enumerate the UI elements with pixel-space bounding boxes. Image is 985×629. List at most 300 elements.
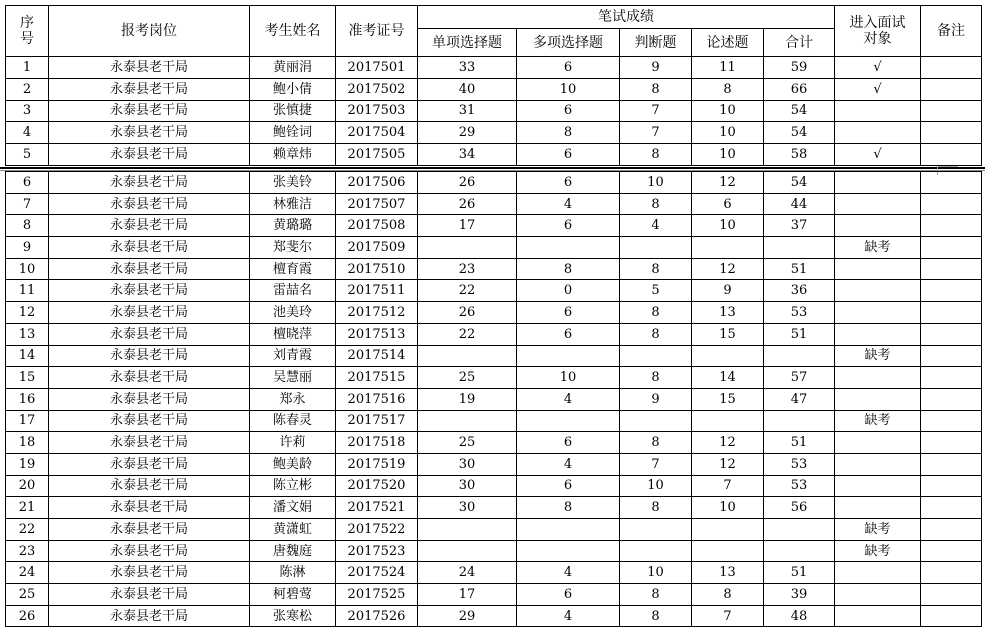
cell-name: 张美铃 bbox=[250, 172, 336, 194]
cell-note bbox=[921, 122, 982, 144]
cell-name: 郑永 bbox=[250, 388, 336, 410]
cell-single: 25 bbox=[418, 367, 517, 389]
cell-note bbox=[921, 410, 982, 432]
cell-multi: 6 bbox=[517, 475, 620, 497]
cell-essay: 12 bbox=[692, 172, 764, 194]
cell-single: 31 bbox=[418, 100, 517, 122]
cell-note bbox=[921, 258, 982, 280]
table-row bbox=[6, 519, 982, 541]
cell-single: 19 bbox=[418, 388, 517, 410]
cell-single: 30 bbox=[418, 497, 517, 519]
cell-essay: 8 bbox=[692, 78, 764, 100]
cell-essay: 12 bbox=[692, 258, 764, 280]
cell-judge: 8 bbox=[620, 302, 692, 324]
cell-name: 张慎捷 bbox=[250, 100, 336, 122]
cell-multi: 6 bbox=[517, 215, 620, 237]
cell-multi: 8 bbox=[517, 497, 620, 519]
cell-judge: 8 bbox=[620, 605, 692, 627]
cell-judge bbox=[620, 237, 692, 259]
cell-single bbox=[418, 410, 517, 432]
cell-post: 永泰县老干局 bbox=[49, 605, 250, 627]
table-row bbox=[6, 172, 982, 194]
cell-total: 47 bbox=[764, 388, 835, 410]
cell-judge: 7 bbox=[620, 122, 692, 144]
cell-interview bbox=[835, 122, 921, 144]
cell-ticket: 2017521 bbox=[336, 497, 418, 519]
cell-seq: 4 bbox=[6, 122, 49, 144]
cell-ticket: 2017524 bbox=[336, 562, 418, 584]
cell-post: 永泰县老干局 bbox=[49, 258, 250, 280]
cell-ticket: 2017511 bbox=[336, 280, 418, 302]
cell-seq: 8 bbox=[6, 215, 49, 237]
table-row bbox=[6, 605, 982, 627]
cell-total: 51 bbox=[764, 562, 835, 584]
cell-interview bbox=[835, 172, 921, 194]
cell-name: 赖章炜 bbox=[250, 144, 336, 166]
cell-single bbox=[418, 519, 517, 541]
cell-interview: √ bbox=[835, 144, 921, 166]
cell-post: 永泰县老干局 bbox=[49, 367, 250, 389]
cell-judge: 8 bbox=[620, 367, 692, 389]
cell-note bbox=[921, 302, 982, 324]
cell-essay: 13 bbox=[692, 302, 764, 324]
cell-multi: 4 bbox=[517, 453, 620, 475]
table-row bbox=[6, 237, 982, 259]
cell-post: 永泰县老干局 bbox=[49, 100, 250, 122]
cell-ticket: 2017522 bbox=[336, 519, 418, 541]
cell-note bbox=[921, 193, 982, 215]
cell-ticket: 2017512 bbox=[336, 302, 418, 324]
cell-note bbox=[921, 432, 982, 454]
table-row bbox=[6, 57, 982, 79]
cell-seq: 25 bbox=[6, 584, 49, 606]
cell-judge: 8 bbox=[620, 78, 692, 100]
cell-essay: 8 bbox=[692, 584, 764, 606]
cell-total: 44 bbox=[764, 193, 835, 215]
cell-judge: 10 bbox=[620, 562, 692, 584]
cell-judge: 10 bbox=[620, 172, 692, 194]
cell-seq: 18 bbox=[6, 432, 49, 454]
header-written: 笔试成绩 bbox=[418, 6, 835, 29]
cell-multi: 6 bbox=[517, 100, 620, 122]
cell-single: 29 bbox=[418, 122, 517, 144]
cell-total: 54 bbox=[764, 172, 835, 194]
cell-ticket: 2017525 bbox=[336, 584, 418, 606]
score-table-top bbox=[5, 5, 982, 166]
cell-name: 檀晓萍 bbox=[250, 323, 336, 345]
table-row bbox=[6, 584, 982, 606]
cell-seq: 7 bbox=[6, 193, 49, 215]
cell-essay bbox=[692, 519, 764, 541]
cell-interview: 缺考 bbox=[835, 345, 921, 367]
cell-single: 26 bbox=[418, 193, 517, 215]
table-row bbox=[6, 193, 982, 215]
cell-essay: 10 bbox=[692, 100, 764, 122]
table-row bbox=[6, 100, 982, 122]
cell-essay: 7 bbox=[692, 475, 764, 497]
cell-multi: 4 bbox=[517, 388, 620, 410]
table-row bbox=[6, 562, 982, 584]
cell-multi bbox=[517, 410, 620, 432]
cell-ticket: 2017513 bbox=[336, 323, 418, 345]
cell-essay bbox=[692, 410, 764, 432]
cell-total: 66 bbox=[764, 78, 835, 100]
cell-seq: 10 bbox=[6, 258, 49, 280]
cell-judge bbox=[620, 519, 692, 541]
cell-multi bbox=[517, 519, 620, 541]
cell-post: 永泰县老干局 bbox=[49, 519, 250, 541]
cell-essay: 10 bbox=[692, 497, 764, 519]
cell-ticket: 2017520 bbox=[336, 475, 418, 497]
cell-interview: 缺考 bbox=[835, 540, 921, 562]
cell-ticket: 2017501 bbox=[336, 57, 418, 79]
cell-total: 57 bbox=[764, 367, 835, 389]
cell-seq: 12 bbox=[6, 302, 49, 324]
cell-judge: 8 bbox=[620, 258, 692, 280]
cell-essay: 11 bbox=[692, 57, 764, 79]
cell-essay bbox=[692, 345, 764, 367]
cell-single bbox=[418, 540, 517, 562]
cell-essay: 10 bbox=[692, 122, 764, 144]
cell-ticket: 2017518 bbox=[336, 432, 418, 454]
cell-multi: 4 bbox=[517, 562, 620, 584]
cell-total: 56 bbox=[764, 497, 835, 519]
cell-single: 34 bbox=[418, 144, 517, 166]
cell-ticket: 2017504 bbox=[336, 122, 418, 144]
cell-interview: √ bbox=[835, 57, 921, 79]
cell-multi: 6 bbox=[517, 302, 620, 324]
cell-note bbox=[921, 475, 982, 497]
cell-note bbox=[921, 57, 982, 79]
table-row bbox=[6, 388, 982, 410]
cell-post: 永泰县老干局 bbox=[49, 215, 250, 237]
cell-total bbox=[764, 519, 835, 541]
cell-essay: 12 bbox=[692, 453, 764, 475]
cell-name: 黄璐璐 bbox=[250, 215, 336, 237]
cell-multi bbox=[517, 540, 620, 562]
cell-note bbox=[921, 345, 982, 367]
header-total: 合计 bbox=[764, 29, 835, 57]
cell-ticket: 2017514 bbox=[336, 345, 418, 367]
cell-post: 永泰县老干局 bbox=[49, 388, 250, 410]
table-row bbox=[6, 78, 982, 100]
cell-judge bbox=[620, 540, 692, 562]
cell-seq: 20 bbox=[6, 475, 49, 497]
cell-name: 檀育霞 bbox=[250, 258, 336, 280]
cell-interview bbox=[835, 302, 921, 324]
header-name: 考生姓名 bbox=[250, 6, 336, 57]
table-row bbox=[6, 302, 982, 324]
cell-seq: 1 bbox=[6, 57, 49, 79]
cell-seq: 24 bbox=[6, 562, 49, 584]
cell-interview bbox=[835, 258, 921, 280]
cell-multi: 8 bbox=[517, 122, 620, 144]
header-post: 报考岗位 bbox=[49, 6, 250, 57]
cell-essay: 10 bbox=[692, 215, 764, 237]
cell-total bbox=[764, 237, 835, 259]
cell-essay: 14 bbox=[692, 367, 764, 389]
cell-ticket: 2017517 bbox=[336, 410, 418, 432]
cell-note bbox=[921, 367, 982, 389]
cell-total: 51 bbox=[764, 258, 835, 280]
cell-multi: 10 bbox=[517, 78, 620, 100]
cell-interview bbox=[835, 323, 921, 345]
cell-multi: 6 bbox=[517, 172, 620, 194]
cell-post: 永泰县老干局 bbox=[49, 410, 250, 432]
cell-multi: 8 bbox=[517, 258, 620, 280]
cell-post: 永泰县老干局 bbox=[49, 453, 250, 475]
cell-name: 张寒松 bbox=[250, 605, 336, 627]
table-row bbox=[6, 144, 982, 166]
cell-note bbox=[921, 453, 982, 475]
cell-note bbox=[921, 144, 982, 166]
cell-post: 永泰县老干局 bbox=[49, 280, 250, 302]
cell-single: 30 bbox=[418, 475, 517, 497]
cell-note bbox=[921, 497, 982, 519]
cell-note bbox=[921, 100, 982, 122]
cell-seq: 13 bbox=[6, 323, 49, 345]
cell-single bbox=[418, 237, 517, 259]
cell-seq: 3 bbox=[6, 100, 49, 122]
cell-name: 黄潇虹 bbox=[250, 519, 336, 541]
cell-note bbox=[921, 78, 982, 100]
cell-essay: 7 bbox=[692, 605, 764, 627]
cell-judge: 8 bbox=[620, 497, 692, 519]
cell-multi: 0 bbox=[517, 280, 620, 302]
cell-post: 永泰县老干局 bbox=[49, 475, 250, 497]
cell-seq: 11 bbox=[6, 280, 49, 302]
cell-name: 刘青霞 bbox=[250, 345, 336, 367]
cell-interview bbox=[835, 280, 921, 302]
cell-note bbox=[921, 584, 982, 606]
cell-single: 25 bbox=[418, 432, 517, 454]
cell-multi: 4 bbox=[517, 605, 620, 627]
cell-name: 潘文娟 bbox=[250, 497, 336, 519]
cell-ticket: 2017516 bbox=[336, 388, 418, 410]
header-seq: 序号 bbox=[6, 6, 49, 57]
cell-name: 池美玲 bbox=[250, 302, 336, 324]
cell-essay: 10 bbox=[692, 144, 764, 166]
cell-judge bbox=[620, 410, 692, 432]
cell-note bbox=[921, 237, 982, 259]
cell-judge: 8 bbox=[620, 193, 692, 215]
cell-total bbox=[764, 345, 835, 367]
cell-note bbox=[921, 562, 982, 584]
table-row bbox=[6, 345, 982, 367]
cell-total: 53 bbox=[764, 453, 835, 475]
cell-multi bbox=[517, 237, 620, 259]
cell-single: 26 bbox=[418, 172, 517, 194]
cell-note bbox=[921, 323, 982, 345]
cell-total: 53 bbox=[764, 475, 835, 497]
cell-essay: 6 bbox=[692, 193, 764, 215]
cell-post: 永泰县老干局 bbox=[49, 584, 250, 606]
cell-single: 30 bbox=[418, 453, 517, 475]
cell-interview: √ bbox=[835, 78, 921, 100]
cell-single: 40 bbox=[418, 78, 517, 100]
cell-interview bbox=[835, 453, 921, 475]
cell-seq: 22 bbox=[6, 519, 49, 541]
cell-judge: 9 bbox=[620, 57, 692, 79]
cell-note bbox=[921, 540, 982, 562]
cell-essay bbox=[692, 540, 764, 562]
cell-multi: 6 bbox=[517, 323, 620, 345]
cell-note bbox=[921, 172, 982, 194]
cell-interview: 缺考 bbox=[835, 410, 921, 432]
cell-name: 许莉 bbox=[250, 432, 336, 454]
cell-judge: 8 bbox=[620, 584, 692, 606]
cell-seq: 17 bbox=[6, 410, 49, 432]
cell-interview bbox=[835, 100, 921, 122]
cell-seq: 2 bbox=[6, 78, 49, 100]
cell-single: 26 bbox=[418, 302, 517, 324]
cell-total: 36 bbox=[764, 280, 835, 302]
cell-judge bbox=[620, 345, 692, 367]
cell-judge: 7 bbox=[620, 453, 692, 475]
cell-interview bbox=[835, 605, 921, 627]
cell-post: 永泰县老干局 bbox=[49, 193, 250, 215]
cell-name: 林雅洁 bbox=[250, 193, 336, 215]
cell-name: 鲍铨词 bbox=[250, 122, 336, 144]
cell-seq: 21 bbox=[6, 497, 49, 519]
cell-judge: 10 bbox=[620, 475, 692, 497]
cell-interview bbox=[835, 215, 921, 237]
cell-post: 永泰县老干局 bbox=[49, 497, 250, 519]
cell-post: 永泰县老干局 bbox=[49, 562, 250, 584]
cell-post: 永泰县老干局 bbox=[49, 122, 250, 144]
cell-single: 24 bbox=[418, 562, 517, 584]
cell-post: 永泰县老干局 bbox=[49, 144, 250, 166]
cell-seq: 5 bbox=[6, 144, 49, 166]
cell-multi: 6 bbox=[517, 144, 620, 166]
cell-total: 48 bbox=[764, 605, 835, 627]
cell-interview bbox=[835, 432, 921, 454]
cell-name: 郑斐尔 bbox=[250, 237, 336, 259]
header-multi: 多项选择题 bbox=[517, 29, 620, 57]
cell-interview bbox=[835, 584, 921, 606]
header-note: 备注 bbox=[921, 6, 982, 57]
cell-essay bbox=[692, 237, 764, 259]
table-body-top bbox=[6, 57, 982, 166]
cell-single: 29 bbox=[418, 605, 517, 627]
cell-post: 永泰县老干局 bbox=[49, 172, 250, 194]
cell-single: 23 bbox=[418, 258, 517, 280]
cell-interview bbox=[835, 367, 921, 389]
cell-ticket: 2017509 bbox=[336, 237, 418, 259]
cell-interview: 缺考 bbox=[835, 519, 921, 541]
cell-seq: 14 bbox=[6, 345, 49, 367]
cell-name: 陈立彬 bbox=[250, 475, 336, 497]
cell-ticket: 2017503 bbox=[336, 100, 418, 122]
cell-ticket: 2017507 bbox=[336, 193, 418, 215]
table-row bbox=[6, 258, 982, 280]
cell-ticket: 2017502 bbox=[336, 78, 418, 100]
cell-single: 22 bbox=[418, 323, 517, 345]
cell-name: 陈春灵 bbox=[250, 410, 336, 432]
cell-note bbox=[921, 388, 982, 410]
cell-single: 33 bbox=[418, 57, 517, 79]
cell-ticket: 2017515 bbox=[336, 367, 418, 389]
cell-essay: 9 bbox=[692, 280, 764, 302]
table-row bbox=[6, 323, 982, 345]
cell-total bbox=[764, 410, 835, 432]
cell-total: 59 bbox=[764, 57, 835, 79]
cell-essay: 15 bbox=[692, 323, 764, 345]
cell-essay: 12 bbox=[692, 432, 764, 454]
header-judge: 判断题 bbox=[620, 29, 692, 57]
cell-post: 永泰县老干局 bbox=[49, 237, 250, 259]
cell-seq: 9 bbox=[6, 237, 49, 259]
cell-total: 51 bbox=[764, 432, 835, 454]
cell-total: 37 bbox=[764, 215, 835, 237]
cell-multi: 6 bbox=[517, 57, 620, 79]
cell-total bbox=[764, 540, 835, 562]
page-break-line bbox=[0, 167, 985, 169]
cell-post: 永泰县老干局 bbox=[49, 78, 250, 100]
cell-name: 唐魏庭 bbox=[250, 540, 336, 562]
cell-total: 53 bbox=[764, 302, 835, 324]
cell-total: 54 bbox=[764, 100, 835, 122]
cell-ticket: 2017508 bbox=[336, 215, 418, 237]
cell-single: 17 bbox=[418, 584, 517, 606]
header-ticket: 准考证号 bbox=[336, 6, 418, 57]
cell-interview: 缺考 bbox=[835, 237, 921, 259]
cell-note bbox=[921, 215, 982, 237]
table-row bbox=[6, 122, 982, 144]
cell-ticket: 2017506 bbox=[336, 172, 418, 194]
table-row bbox=[6, 453, 982, 475]
cell-seq: 19 bbox=[6, 453, 49, 475]
cell-name: 鲍美龄 bbox=[250, 453, 336, 475]
cell-multi: 6 bbox=[517, 432, 620, 454]
cell-seq: 23 bbox=[6, 540, 49, 562]
table-row bbox=[6, 367, 982, 389]
table-row bbox=[6, 475, 982, 497]
cell-seq: 15 bbox=[6, 367, 49, 389]
cell-judge: 8 bbox=[620, 432, 692, 454]
cell-ticket: 2017510 bbox=[336, 258, 418, 280]
cell-essay: 15 bbox=[692, 388, 764, 410]
score-table-bottom bbox=[5, 171, 982, 627]
cell-interview bbox=[835, 193, 921, 215]
cell-seq: 16 bbox=[6, 388, 49, 410]
cell-seq: 26 bbox=[6, 605, 49, 627]
cell-essay: 13 bbox=[692, 562, 764, 584]
cell-interview bbox=[835, 475, 921, 497]
cell-single bbox=[418, 345, 517, 367]
cell-post: 永泰县老干局 bbox=[49, 345, 250, 367]
table-row bbox=[6, 410, 982, 432]
header-interview: 进入面试对象 bbox=[835, 6, 921, 57]
cell-multi: 4 bbox=[517, 193, 620, 215]
cell-note bbox=[921, 280, 982, 302]
cell-interview bbox=[835, 562, 921, 584]
cell-multi: 10 bbox=[517, 367, 620, 389]
cell-judge: 8 bbox=[620, 144, 692, 166]
cell-judge: 4 bbox=[620, 215, 692, 237]
cell-total: 58 bbox=[764, 144, 835, 166]
cell-single: 17 bbox=[418, 215, 517, 237]
header-single: 单项选择题 bbox=[418, 29, 517, 57]
cell-judge: 5 bbox=[620, 280, 692, 302]
cell-name: 吴慧丽 bbox=[250, 367, 336, 389]
cell-ticket: 2017523 bbox=[336, 540, 418, 562]
cell-seq: 6 bbox=[6, 172, 49, 194]
cell-total: 39 bbox=[764, 584, 835, 606]
cell-judge: 8 bbox=[620, 323, 692, 345]
cell-judge: 9 bbox=[620, 388, 692, 410]
cell-post: 永泰县老干局 bbox=[49, 57, 250, 79]
